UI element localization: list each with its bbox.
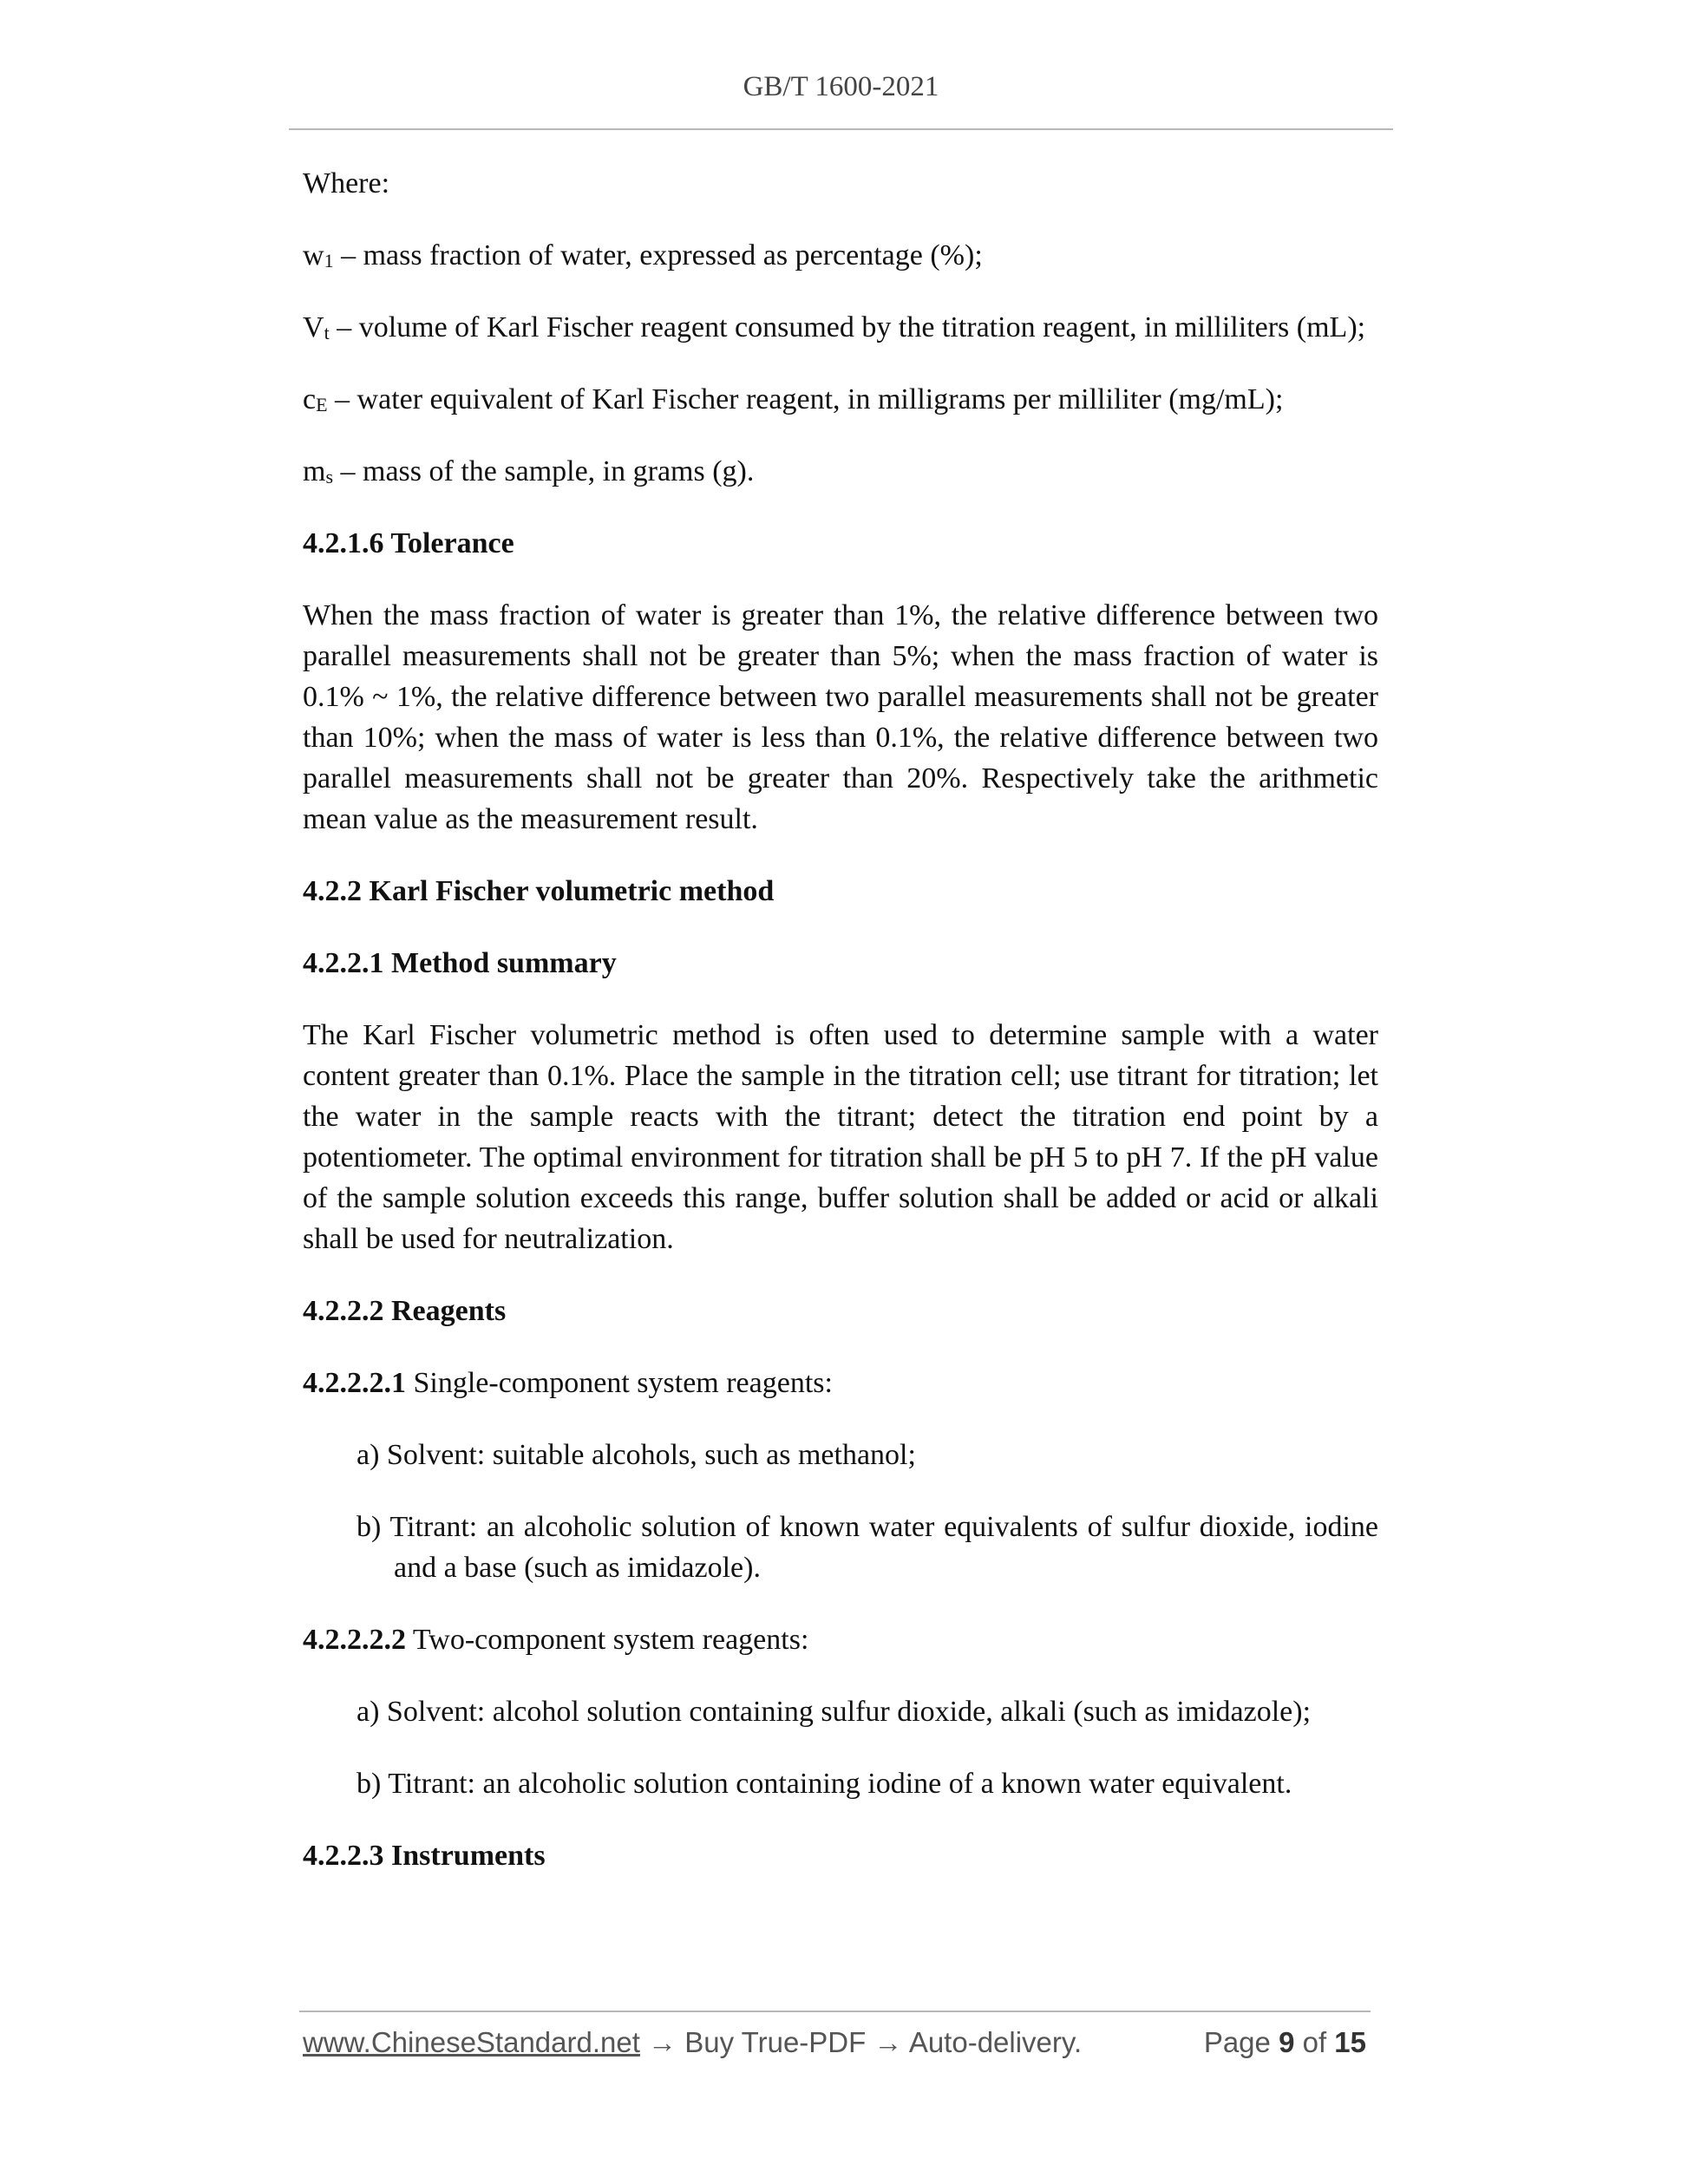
definition-vt: $V_t$ – volume of Karl Fischer reagent consumed by the titration reagent, in milliliters (mL); xyxy=(303,311,1366,343)
paragraph-method-summary: The Karl Fischer volumetric method is often used to determine sample with a water content greater than 0.1%. Place the sample in the titration cell; use titrant for titration; let the water in the sample reacts with the titrant; detect the titration end point by a potentiometer. The optimal environment for titration shall be pH 5 to pH 7. If the pH value of the sample solution exceeds this range, buffer solution shall be added or acid or alkali shall be used for neutralization. xyxy=(303,1019,1378,1255)
definition-w1: $w_1$ – mass fraction of water, expressed as percentage (%); xyxy=(303,239,983,271)
page-total: 15 xyxy=(1334,2026,1366,2058)
single-component-item-a: a) Solvent: suitable alcohols, such as methanol; xyxy=(357,1439,916,1471)
two-component-item-b: b) Titrant: an alcoholic solution containing iodine of a known water equivalent. xyxy=(357,1768,1292,1800)
paragraph-tolerance: When the mass fraction of water is greater than 1%, the relative difference between two parallel measurements shall not be greater than 5%; when the mass fraction of water is 0.1% ~ 1%, the relative difference between two parallel measurements shall not be greater than 10%; when the mass of water is less than 0.1%, the relative difference between two parallel measurements shall not be greater than 20%. Respectively take the arithmetic mean value as the measurement result. xyxy=(303,599,1378,835)
single-component-item-b: b) Titrant: an alcoholic solution of known water equivalents of sulfur dioxide, iodine and a base (such as imidazole). xyxy=(357,1511,1378,1584)
definition-ce: $c_E$ – water equivalent of Karl Fischer reagent, in milligrams per milliliter (mg/mL); xyxy=(303,383,1284,415)
two-component-intro: 4.2.2.2.2 Two-component system reagents: xyxy=(303,1624,809,1656)
site-link[interactable]: www.ChineseStandard.net xyxy=(303,2026,640,2058)
heading-volumetric-method: 4.2.2 Karl Fischer volumetric method xyxy=(303,875,775,907)
footer-tagline: → Buy True-PDF → Auto-delivery. xyxy=(639,2026,1083,2058)
heading-tolerance: 4.2.1.6 Tolerance xyxy=(303,527,514,559)
document-body xyxy=(303,163,1378,1907)
heading-method-summary: 4.2.2.1 Method summary xyxy=(303,947,617,979)
footer-divider xyxy=(299,2011,1371,2012)
two-component-item-a: a) Solvent: alcohol solution containing sulfur dioxide, alkali (such as imidazole); xyxy=(357,1696,1312,1728)
page-header-title: GB/T 1600-2021 xyxy=(743,71,939,102)
page-indicator: Page 9 of 15 xyxy=(1203,2026,1366,2058)
heading-instruments: 4.2.2.3 Instruments xyxy=(303,1840,546,1872)
single-component-intro: 4.2.2.2.1 Single-component system reagents: xyxy=(303,1367,833,1399)
definition-ms: $m_s$ – mass of the sample, in grams (g). xyxy=(303,455,755,487)
page-number: 9 xyxy=(1279,2026,1295,2058)
where-label: Where: xyxy=(303,167,390,199)
heading-reagents: 4.2.2.2 Reagents xyxy=(303,1295,507,1327)
header-divider xyxy=(289,128,1393,130)
